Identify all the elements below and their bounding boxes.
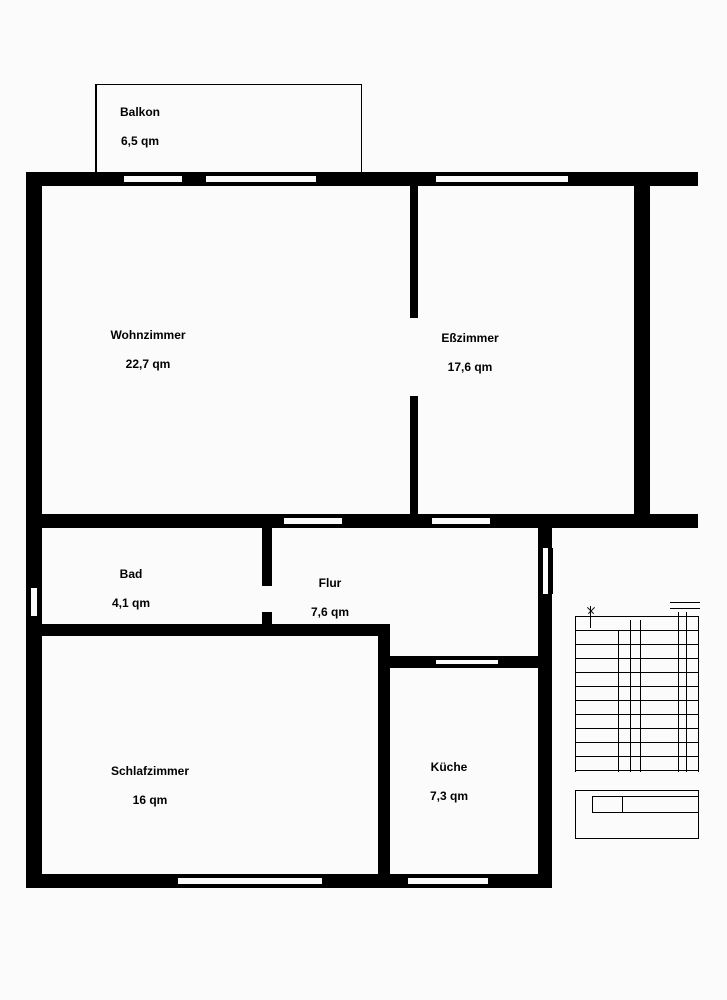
exterior-wall-right-lower-top (538, 528, 552, 548)
window-bottom-2-frame (408, 874, 488, 878)
exterior-wall-left-mid (26, 528, 42, 588)
room-area-schlafzimmer: 16 qm (132, 793, 168, 807)
window-bottom-1-sill (178, 884, 322, 888)
room-label-balkon (120, 105, 160, 149)
room-label-flur (311, 576, 349, 620)
window-mid-frame (284, 514, 342, 518)
interior-wall-wohnzimmer-esszimmer-bottom (410, 396, 418, 518)
room-area-flur: 7,6 qm (310, 605, 350, 619)
exterior-wall-top-3 (316, 172, 436, 186)
exterior-wall-left-upper (26, 172, 42, 528)
exterior-wall-bottom-left (26, 874, 178, 888)
room-area-esszimmer: 17,6 qm (447, 360, 493, 374)
interior-wall-horizontal-mid-2 (342, 514, 432, 528)
exterior-wall-left-lower (26, 616, 42, 888)
window-top-1-sill (124, 182, 182, 186)
interior-wall-kueche-top-right (498, 656, 552, 668)
interior-wall-horizontal-mid-left (26, 514, 284, 528)
window-top-2-frame (206, 172, 316, 176)
interior-wall-wohnzimmer-esszimmer-top (410, 186, 418, 318)
interior-wall-horizontal-mid-3 (490, 514, 650, 528)
staircase-diagram (570, 600, 700, 900)
room-name-schlafzimmer: Schlafzimmer (110, 764, 190, 778)
room-area-bad: 4,1 qm (111, 596, 151, 610)
room-name-kueche: Küche (430, 760, 468, 774)
balkon-left-edge (95, 84, 97, 176)
window-top-3-sill (436, 182, 568, 186)
exterior-wall-bottom-2 (322, 874, 408, 888)
window-top-2-sill (206, 182, 316, 186)
room-area-balkon: 6,5 qm (120, 134, 160, 148)
interior-wall-kueche-top-left (378, 656, 436, 668)
room-label-kueche (430, 760, 468, 804)
room-name-wohnzimmer: Wohnzimmer (110, 328, 186, 342)
window-top-3-frame (436, 172, 568, 176)
window-bottom-2-sill (408, 884, 488, 888)
window-left-sill (37, 588, 42, 616)
room-area-wohnzimmer: 22,7 qm (125, 357, 171, 371)
room-name-flur: Flur (318, 576, 342, 590)
room-label-bad (112, 567, 150, 611)
window-mid-sill (284, 524, 342, 528)
window-right-frame (538, 548, 543, 594)
window-mid-2-frame (432, 514, 490, 518)
room-label-esszimmer (441, 331, 498, 375)
door-opening-kueche-frame (436, 656, 498, 660)
room-name-bad: Bad (119, 567, 143, 581)
exterior-wall-right-upper (634, 172, 650, 528)
door-opening-kueche-sill (436, 664, 498, 668)
room-label-wohnzimmer (110, 328, 185, 372)
exterior-wall-top-right-return (634, 172, 698, 186)
interior-wall-flur-bottom-stub (272, 624, 390, 636)
interior-wall-bad-flur (262, 528, 272, 586)
room-label-schlafzimmer (111, 764, 189, 808)
room-name-balkon: Balkon (119, 105, 161, 119)
room-name-esszimmer: Eßzimmer (441, 331, 499, 345)
window-top-1-frame (124, 172, 182, 176)
room-area-kueche: 7,3 qm (429, 789, 469, 803)
window-right-sill (548, 548, 553, 594)
exterior-wall-right-lower (538, 594, 552, 888)
interior-wall-bad-bottom (42, 624, 272, 636)
window-mid-2-sill (432, 524, 490, 528)
exterior-wall-bottom-right (488, 874, 552, 888)
window-left-frame (26, 588, 31, 616)
exterior-wall-top-2 (182, 172, 206, 186)
window-bottom-1-frame (178, 874, 322, 878)
